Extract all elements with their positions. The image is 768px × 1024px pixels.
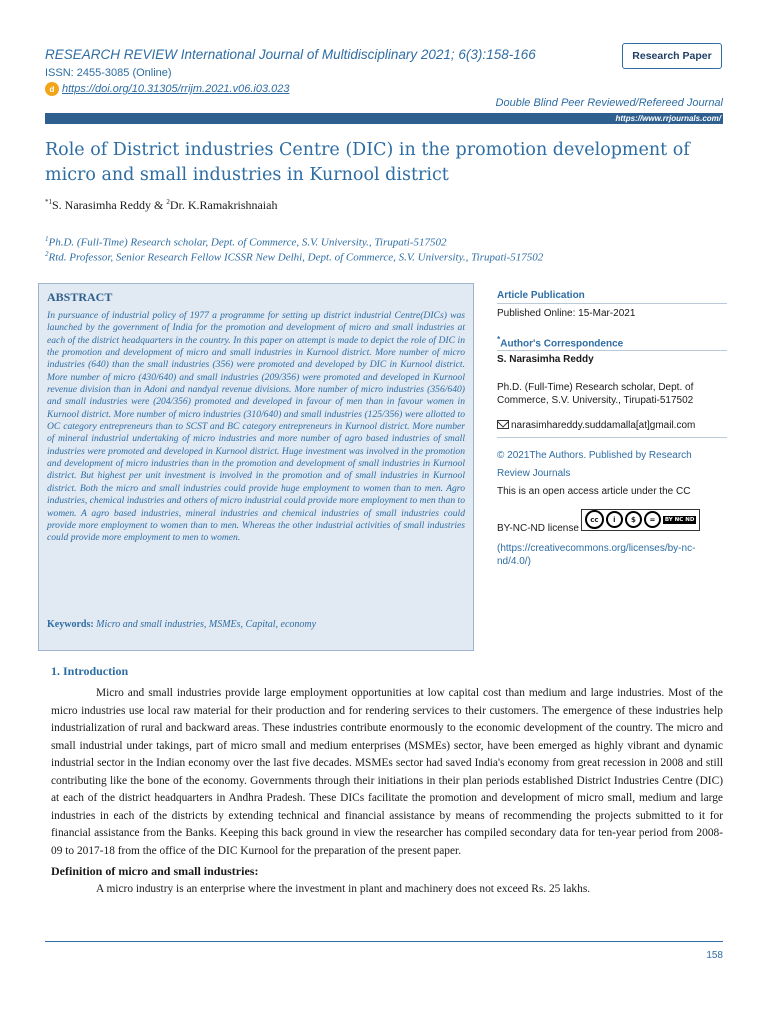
abstract-heading: ABSTRACT [47, 290, 113, 304]
mail-icon [497, 420, 509, 429]
authors [45, 198, 277, 213]
peer-review-note: Double Blind Peer Reviewed/Refereed Journal [495, 97, 723, 109]
author1-sup: *1 [45, 198, 52, 206]
article-title: Role of District industries Centre (DIC) in the promotion development of micro and small industries in Kurnool district [45, 140, 690, 185]
corr-rule [497, 350, 727, 351]
aff1-sup: 1 [45, 235, 49, 243]
pub-heading: Article Publication [497, 290, 585, 301]
keywords-label: Keywords: [47, 619, 94, 630]
nd-icon: = [644, 511, 661, 528]
corr-heading [497, 334, 727, 349]
keywords [47, 619, 316, 630]
issn: ISSN: 2455-3085 (Online) [45, 67, 172, 79]
copyright: © 2021The Authors. Published by Research Review Journals [497, 450, 692, 479]
journal-url-link[interactable]: https://www.rrjournals.com/ [615, 114, 721, 123]
intro-paragraph: Micro and small industries provide large employment opportunities at low capital cost than medium and large industries. Most of the micro industries use local raw material for their production and for rendering services to their customers. The emergence of these industries help industrialization of rural and backward areas. These industries contribute enormously to the economic development of the country. The micro and small industrial under takings, part of micro small and medium enterprises (MSMEs) sector, have been emerged as highly vibrant and dynamic industrial sector in the Indian economy over the last five decades. MSMEs sector had saved India's economy from great recession in 2008 and still contributing like the bone of the economy. Governments through their initiations in their plan periods established District Industries Centre (DIC) at each of the district headquarters in Andhra Pradesh. These DICs facilitate the promotion and development of micro small, medium and large industries in each of the districts by extending technical and financial assistance by means of recommending the projects submitted to it for financial assistance from the Banks. Keeping this back ground in view the researcher has compiled secondary data for ten-year period from 2008-09 to 2017-18 from the office of the DIC Kurnool for the preparation of the present paper. [51, 687, 723, 857]
corr-name: S. Narasimha Reddy [497, 354, 594, 365]
cc-icon: cc [585, 510, 604, 529]
pub-rule [497, 303, 727, 304]
by-icon: i [606, 511, 623, 528]
license-url[interactable]: (https://creativecommons.org/licenses/by-nc-nd/4.0/) [497, 543, 696, 567]
page-number: 158 [706, 950, 723, 961]
research-paper-badge: Research Paper [622, 43, 722, 69]
license-row [497, 505, 727, 534]
keywords-text: Micro and small industries, MSMEs, Capital, economy [93, 619, 317, 630]
definition-text: A micro industry is an enterprise where the investment in plant and machinery does not exceed Rs. 25 lakhs. [96, 883, 591, 895]
aff2-sup: 2 [45, 250, 49, 258]
open-access: This is an open access article under the CC [497, 486, 691, 497]
abstract-text: In pursuance of industrial policy of 1977 a programme for setting up district industrial Centre(DICs) was launched by the government of India for the promotion and development of micro and small industries at each of the district headquarters in the country. In this paper on attempt is made to depict the role of DIC in the promotion and development of micro and small industries in Kurnool district. More number of micro industries (640) than the small industries (356) were promoted and developed by DIC in Kurnool district. More number of micro (430/640) and small industries (209/356) were promoted and developed in Kurnool revenue division than in Adoni and nandyal revenue divisions. More number of micro industries (356/640) and small industries were (204/356) promoted and developed in favour of men than in favour women in Kurnool district. More number of micro industries (310/640) and small industries (125/356) were allotted to OC category entrepreneurs than to SCST and BC category entrepreneurs in Kurnool district. More number of mineral industrial undertaking of micro industries and more number of agro based industries of small industries were promoted and developed in Kurnool district. Huge investment was involved in the promotion and development of micro industries than in the promotion and development of small industries in Kurnool district. But highest per unit investment is involved in the promotion and of small industries in Kurnool district. Both the micro and small industries could provide huge employment to women than to men. Agro industries, chemical industries and others of micro industrial could provide more employment to men than to women. A agro based industries, mineral industries and chemical industries of small industries could provide more employment to women than to men. Whereas the other industrial activities of small industries could provide more employment to men to women. [47, 310, 465, 544]
email-rule [497, 437, 727, 438]
email-row [497, 420, 727, 431]
author1: S. Narasimha Reddy & [52, 198, 167, 212]
affiliation-2 [45, 250, 543, 264]
author2: Dr. K.Ramakrishnaiah [169, 198, 278, 212]
corr-heading-text: Author's Correspondence [500, 338, 624, 350]
intro-heading: 1. Introduction [51, 664, 129, 678]
corr-sup: * [497, 334, 501, 344]
doi-row [45, 82, 289, 96]
definition-heading: Definition of micro and small industries: [51, 864, 259, 878]
license-label: BY-NC-ND license [497, 523, 579, 534]
doi-icon: d [45, 82, 59, 96]
footer-rule [45, 941, 723, 942]
nc-icon: $ [625, 511, 642, 528]
published-date: Published Online: 15-Mar-2021 [497, 308, 636, 319]
cc-badge-text: BY NC ND [664, 516, 695, 523]
email-address[interactable]: narasimhareddy.suddamalla[at]gmail.com [511, 420, 696, 431]
affiliation-1 [45, 235, 447, 249]
corr-affiliation: Ph.D. (Full-Time) Research scholar, Dept. of Commerce, S.V. University., Tirupati-517502 [497, 382, 694, 406]
doi-link[interactable]: https://doi.org/10.31305/rrijm.2021.v06.i03.023 [62, 83, 290, 95]
aff2-text: Rtd. Professor, Senior Research Fellow ICSSR New Delhi, Dept. of Commerce, S.V. University., Tirupati-517502 [48, 251, 544, 264]
cc-by-nc-nd-icon[interactable] [581, 509, 701, 531]
aff1-text: Ph.D. (Full-Time) Research scholar, Dept. of Commerce, S.V. University., Tirupati-517502 [48, 236, 447, 249]
author2-sup: 2 [166, 198, 170, 206]
journal-citation: RESEARCH REVIEW International Journal of Multidisciplinary 2021; 6(3):158-166 [45, 47, 536, 62]
